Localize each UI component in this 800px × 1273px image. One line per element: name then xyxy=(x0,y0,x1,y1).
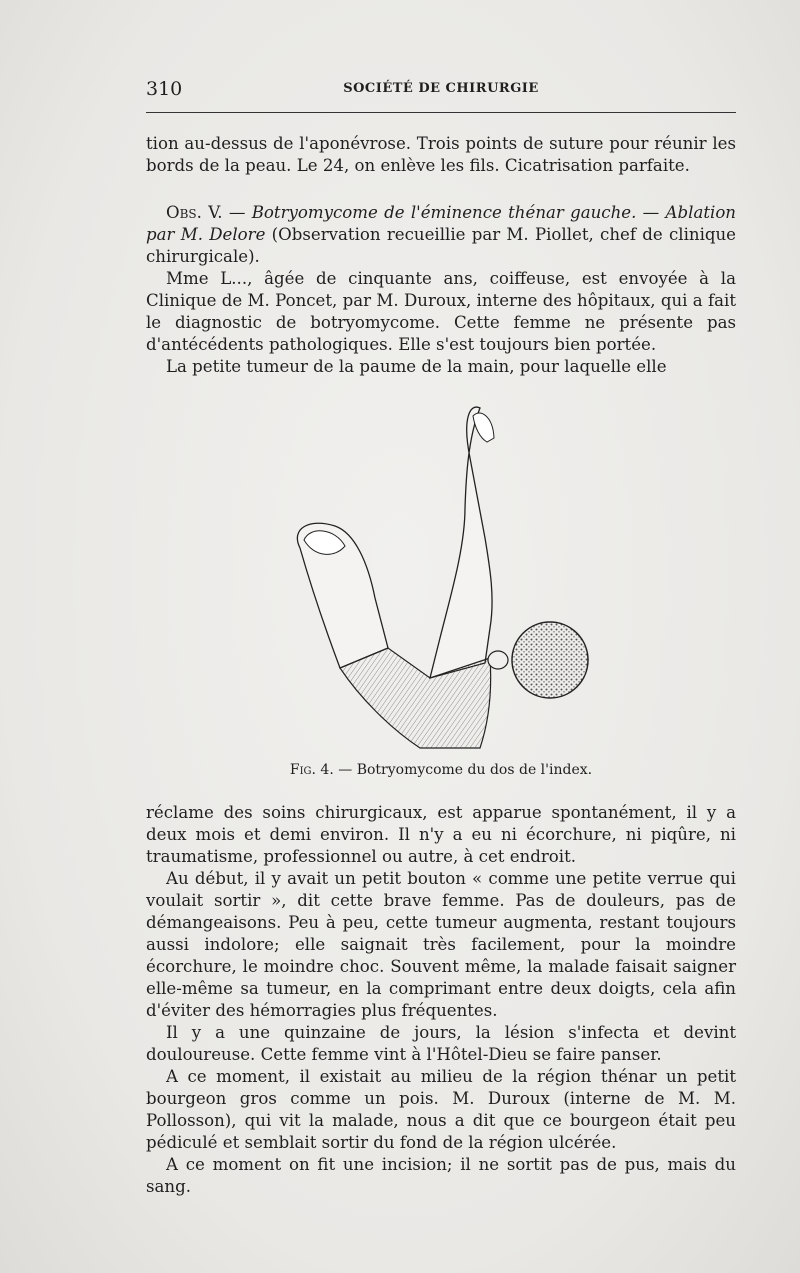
obs-label: Obs. V. — xyxy=(166,203,252,222)
figure-caption xyxy=(146,762,736,778)
header-rule xyxy=(146,112,736,113)
figure-label: Fig. 4. xyxy=(289,762,334,778)
text-block-bottom xyxy=(146,802,736,1198)
paragraph: A ce moment, il existait au milieu de la région thénar un petit bourgeon gros comme un pois. M. Duroux (interne de M. M. Pollosson), qui vit la malade, nous a dit que ce bourgeon était peu pédiculé et semblait sortir du fond de la région ulcérée. xyxy=(146,1067,736,1152)
page-number: 310 xyxy=(146,78,183,100)
obs-title: Botryomycome de l'éminence thénar gauche. — Ablation par M. Delore xyxy=(146,203,736,244)
figure-hand-illustration xyxy=(280,398,620,753)
running-title: SOCIÉTÉ DE CHIRURGIE xyxy=(343,81,539,96)
tumor-pedicle xyxy=(488,651,508,669)
observation-heading xyxy=(146,202,736,268)
paragraph: tion au-dessus de l'aponévrose. Trois points de suture pour réunir les bords de la peau. Le 24, on enlève les fils. Cicatrisation parfaite. xyxy=(146,134,736,175)
paragraph: réclame des soins chirurgicaux, est apparue spontanément, il y a deux mois et demi environ. Il n'y a eu ni écorchure, ni piqûre, ni traumatisme, professionnel ou autre, à cet endroit. xyxy=(146,803,736,866)
figure-caption-text: — Botryomycome du dos de l'index. xyxy=(333,762,593,778)
index-nail xyxy=(473,413,494,442)
paragraph: Il y a une quinzaine de jours, la lésion s'infecta et devint douloureuse. Cette femme vint à l'Hôtel-Dieu se faire panser. xyxy=(146,1023,736,1064)
obs-rest: (Observation recueillie par M. Piollet, chef de clinique chirurgicale). xyxy=(146,225,737,266)
paragraph: A ce moment on fit une incision; il ne sortit pas de pus, mais du sang. xyxy=(146,1155,736,1196)
paragraph: Au début, il y avait un petit bouton « comme une petite verrue qui voulait sortir », dit cette brave femme. Pas de douleurs, pas de démangeaisons. Peu à peu, cette tumeur augmenta, restant toujours aussi indolore; elle saignait très facilement, pour la moindre écorchure, le moindre choc. Souvent même, la malade faisait saigner elle-même sa tumeur, en la comprimant entre deux doigts, cela afin d'éviter des hémorragies plus fréquentes. xyxy=(146,869,736,1020)
text-block-middle xyxy=(146,202,736,378)
paragraph: La petite tumeur de la paume de la main, pour laquelle elle xyxy=(166,357,667,376)
botryomycoma-tumor xyxy=(512,622,588,698)
page-header xyxy=(146,78,736,100)
index-finger xyxy=(430,407,492,678)
paragraph: Mme L..., âgée de cinquante ans, coiffeuse, est envoyée à la Clinique de M. Poncet, par M. Duroux, interne des hôpitaux, qui a fait le diagnostic de botryomycome. Cette femme ne présente pas d'antécédents pathologiques. Elle s'est toujours bien portée. xyxy=(146,269,736,354)
text-block-top xyxy=(146,133,736,177)
